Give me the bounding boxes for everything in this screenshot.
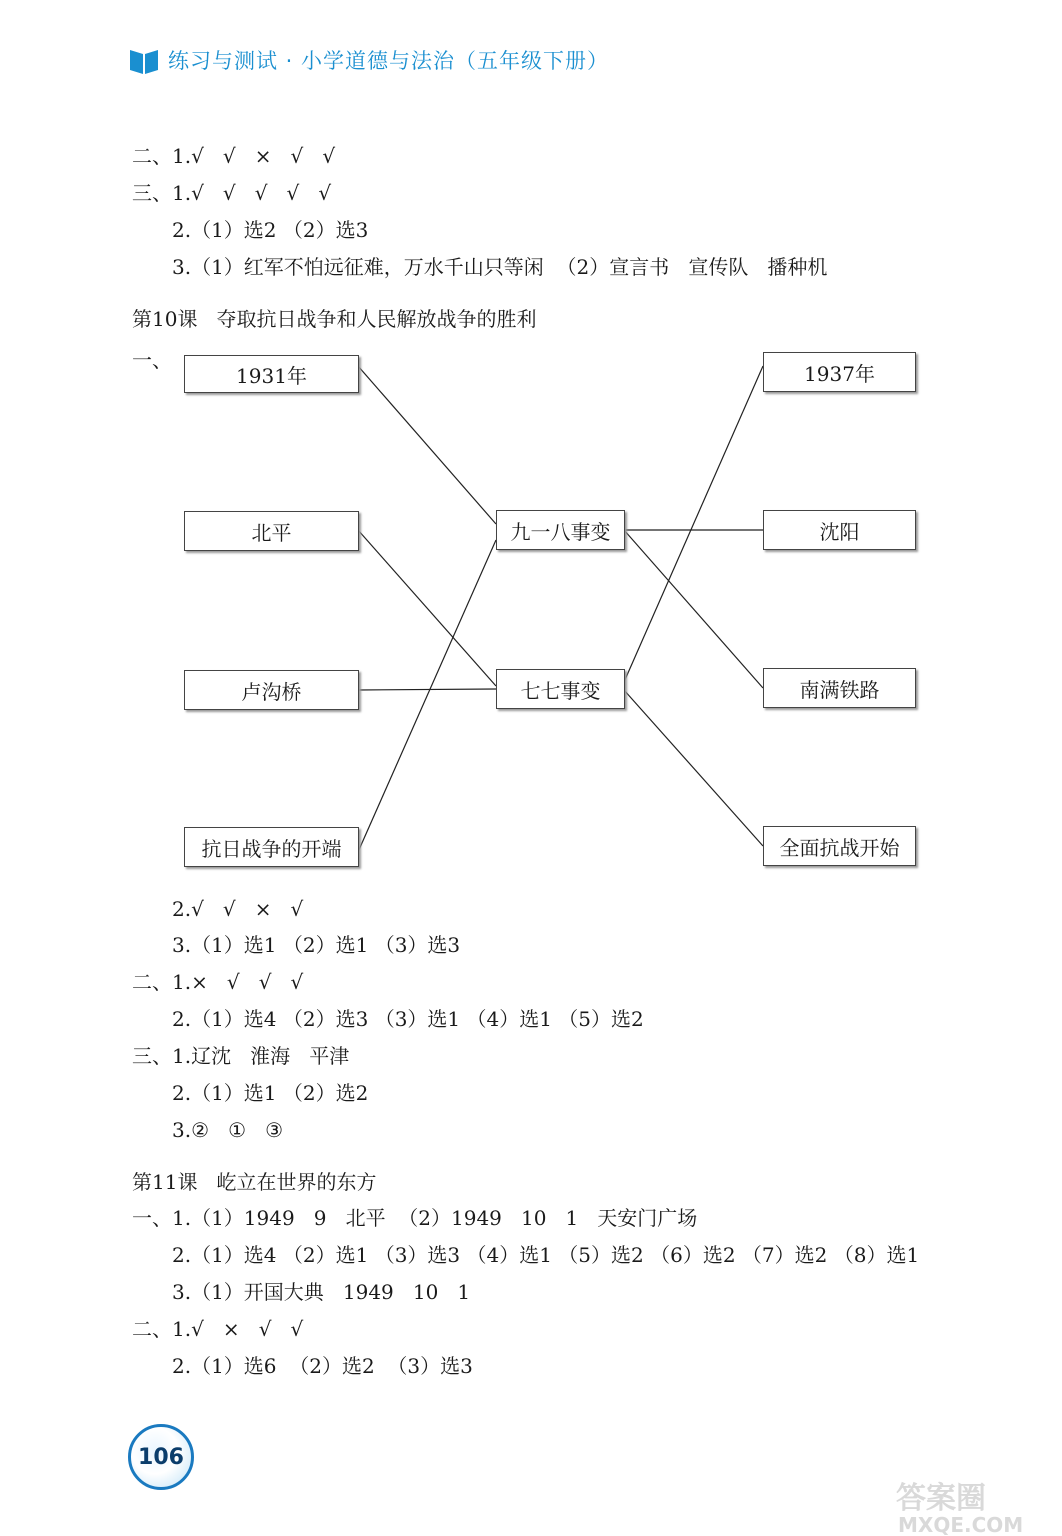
watermark-logo — [892, 1476, 1052, 1536]
answer-line: 一、1.（1）1949 9 北平 （2）1949 10 1 天安门广场 — [132, 1206, 698, 1230]
answer-line: 二、1.√ √ × √ √ — [132, 144, 336, 168]
answer-line: 2.（1）选1 （2）选2 — [172, 1081, 369, 1105]
lesson-title: 第10课 夺取抗日战争和人民解放战争的胜利 — [132, 307, 537, 331]
link-start-918 — [358, 540, 496, 852]
svg-text:答案圈: 答案圈 — [896, 1481, 986, 1516]
link-lugouqiao-77 — [358, 689, 496, 690]
answer-line: 三、1.辽沈 淮海 平津 — [132, 1044, 350, 1068]
answer-line: 3.② ① ③ — [172, 1118, 284, 1142]
match-box-right: 全面抗战开始 — [763, 826, 916, 866]
match-box-left: 抗日战争的开端 — [184, 827, 359, 867]
page-number: 106 — [128, 1424, 194, 1490]
match-box-right: 1937年 — [763, 352, 916, 392]
match-box-right: 南满铁路 — [763, 668, 916, 708]
section-label: 一、 — [132, 348, 172, 372]
answer-line: 2.（1）选4 （2）选1 （3）选3 （4）选1 （5）选2 （6）选2 （7）选2 （8）选1 — [172, 1243, 920, 1267]
link-77-fullwar — [624, 690, 763, 846]
answer-line: 2.（1）选4 （2）选3 （3）选1 （4）选1 （5）选2 — [172, 1007, 644, 1031]
match-box-left: 1931年 — [184, 355, 359, 393]
answer-line: 2.√ √ × √ — [172, 897, 304, 921]
link-beiping-77 — [358, 530, 496, 686]
match-box-left: 北平 — [184, 511, 359, 551]
answer-line: 3.（1）选1 （2）选1 （3）选3 — [172, 933, 461, 957]
answer-line: 三、1.√ √ √ √ √ — [132, 181, 332, 205]
answer-line: 二、1.× √ √ √ — [132, 970, 304, 994]
svg-text:MXQE.COM: MXQE.COM — [898, 1513, 1024, 1536]
book-title: 练习与测试 · 小学道德与法治（五年级下册） — [168, 49, 610, 73]
link-77-1937 — [624, 366, 763, 682]
match-box-center: 九一八事变 — [496, 510, 625, 550]
answer-line: 二、1.√ × √ √ — [132, 1317, 304, 1341]
match-box-center: 七七事变 — [496, 669, 625, 709]
match-box-right: 沈阳 — [763, 510, 916, 550]
answer-line: 2.（1）选6 （2）选2 （3）选3 — [172, 1354, 473, 1378]
match-box-left: 卢沟桥 — [184, 670, 359, 710]
link-918-railway — [624, 530, 763, 688]
link-1931-918 — [358, 366, 496, 524]
lesson-title: 第11课 屹立在世界的东方 — [132, 1170, 377, 1194]
answer-line: 3.（1）红军不怕远征难，万水千山只等闲 （2）宣言书 宣传队 播种机 — [172, 255, 828, 279]
answer-line: 3.（1）开国大典 1949 10 1 — [172, 1280, 471, 1304]
answer-line: 2.（1）选2 （2）选3 — [172, 218, 369, 242]
